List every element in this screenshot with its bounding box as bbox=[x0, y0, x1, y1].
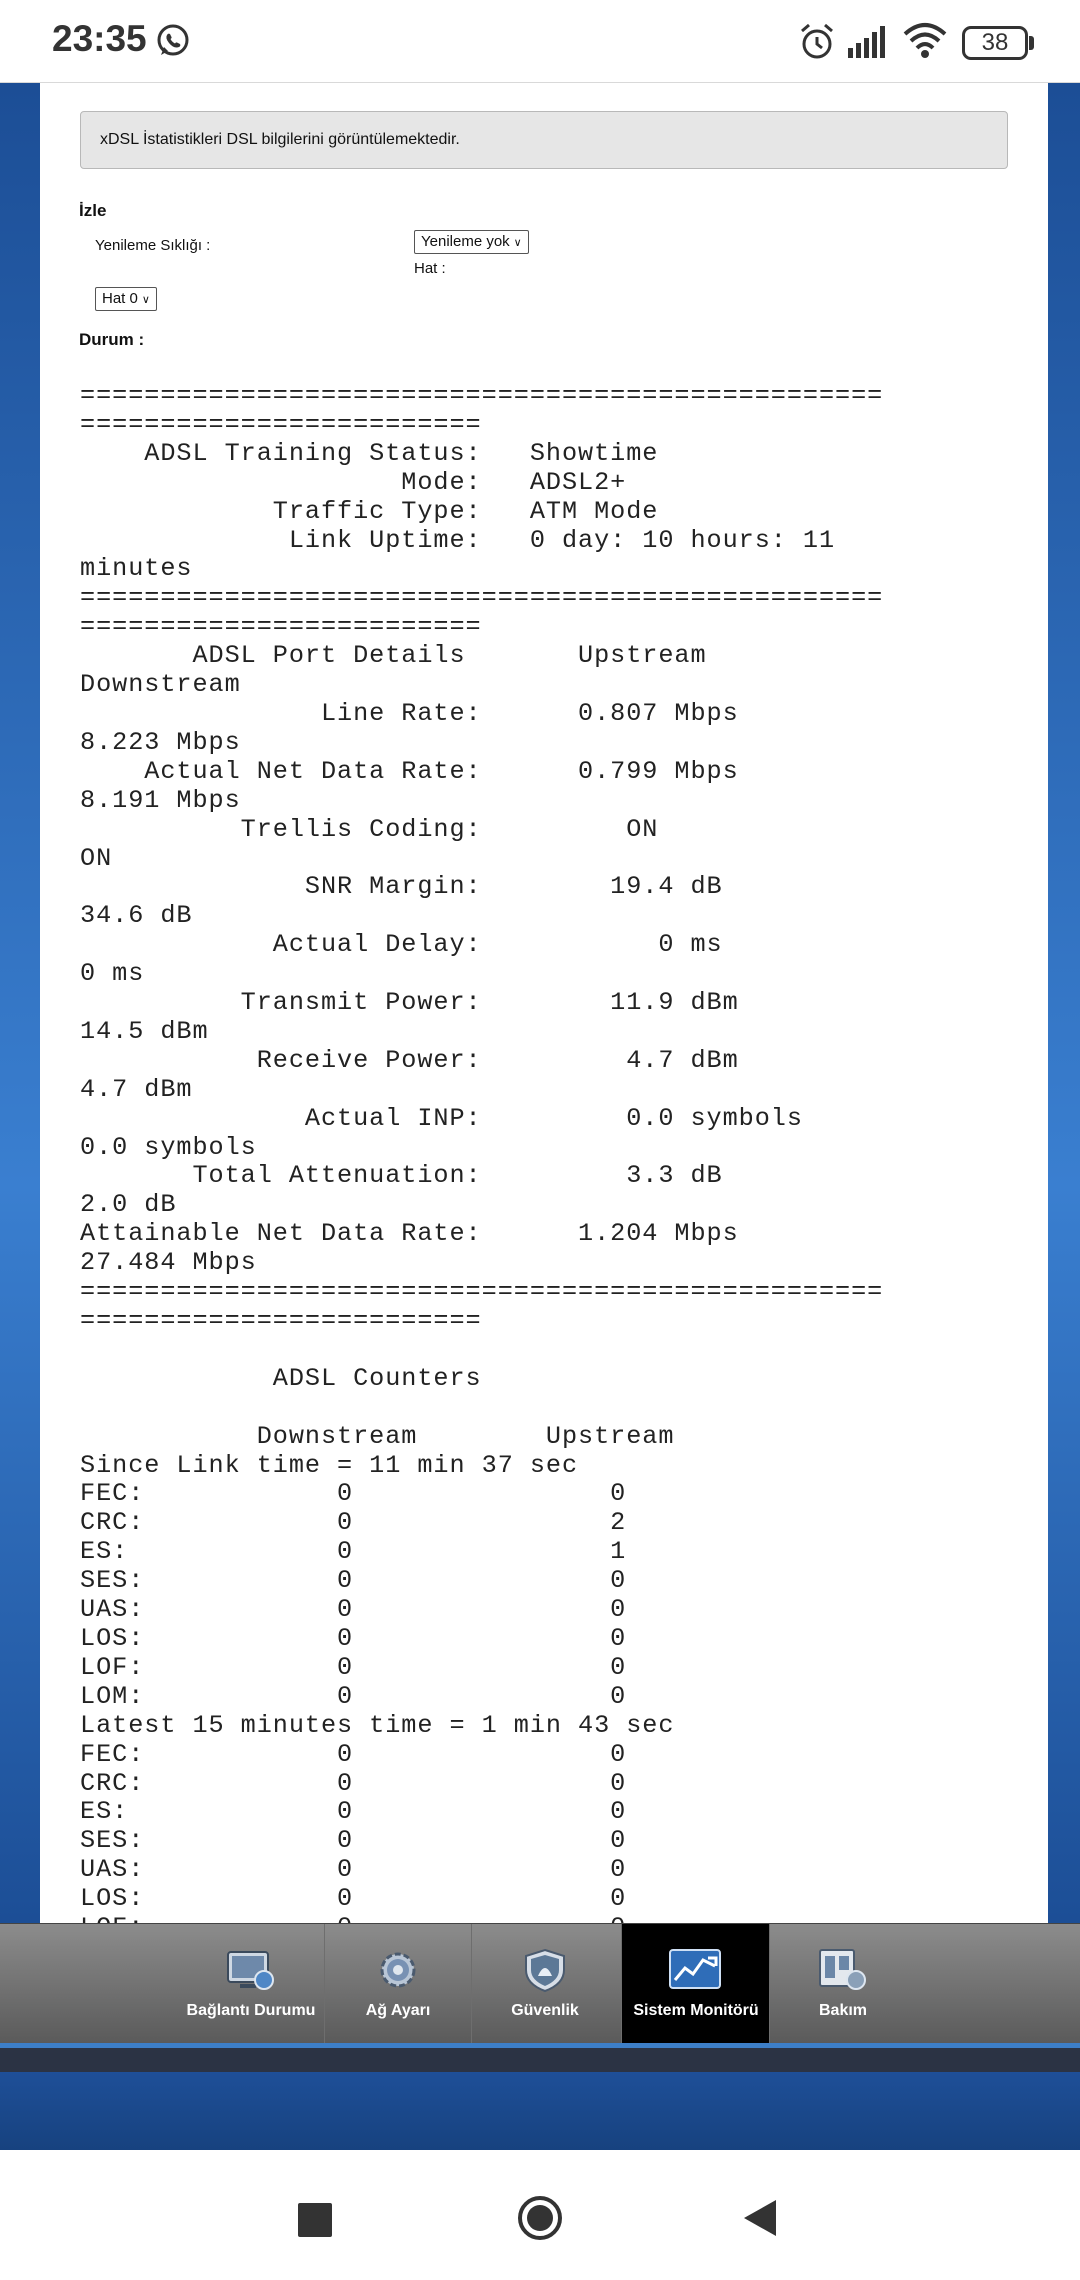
maintenance-icon bbox=[816, 1946, 870, 1999]
dsl-status-output: ================================================== ========================= ADSL Training Status: Showtime Mode: ADSL2+ Traffic Type: ATM Mode Link Uptime: 0 day: 10 hours: 11 minutes ================================================== ========================= ADSL Port Details Upstream Downstream Line Rate: 0.807 Mbps 8.223 Mbps Actual Net Data Rate: 0.799 Mbps 8.191 Mbps Trellis Coding: ON ON SNR Margin: 19.4 dB 34.6 dB Actual Delay: 0 ms 0 ms Transmit Power: 11.9 dBm 14.5 dBm Receive Power: 4.7 dBm 4.7 dBm Actual INP: 0.0 symbols 0.0 symbols Total Attenuation: 3.3 dB 2.0 dB Attainable Net Data Rate: 1.204 Mbps 27.484 Mbps ================================================== ========================= ADSL Counters Downstream Upstream Since Link time = 11 min 37 sec FEC: 0 0 CRC: 0 2 ES: 0 1 SES: 0 0 UAS: 0 0 LOS: 0 0 LOF: 0 0 LOM: 0 0 Latest 15 minutes time = 1 min 43 sec FEC: 0 0 CRC: 0 0 ES: 0 0 SES: 0 0 UAS: 0 0 LOS: 0 0 bbox=[80, 381, 884, 1914]
content-panel[interactable] bbox=[40, 83, 1048, 1923]
wifi-icon bbox=[902, 22, 948, 65]
line-select[interactable] bbox=[95, 287, 157, 311]
tab-label: Sistem Monitörü bbox=[633, 2002, 759, 2019]
line-value: Hat 0 bbox=[102, 290, 138, 307]
status-section-title: Durum : bbox=[79, 330, 145, 349]
monitor-chart-icon bbox=[668, 1946, 722, 1999]
battery-icon: 38 bbox=[962, 26, 1028, 60]
home-button[interactable] bbox=[516, 2194, 564, 2242]
tab-maintenance[interactable] bbox=[769, 1924, 916, 2044]
connection-status-icon bbox=[224, 1946, 278, 1999]
signal-icon bbox=[846, 24, 890, 65]
recents-button[interactable] bbox=[298, 2203, 332, 2237]
tab-system-monitor[interactable] bbox=[621, 1924, 770, 2044]
tab-connection-status[interactable] bbox=[178, 1924, 324, 2044]
alarm-icon bbox=[798, 22, 836, 67]
page-background-left bbox=[0, 83, 40, 1923]
bottom-nav-bar bbox=[0, 1923, 1080, 2044]
tab-label: Güvenlik bbox=[511, 2002, 579, 2019]
chevron-down-icon: ∨ bbox=[141, 294, 150, 306]
tab-label: Bağlantı Durumu bbox=[186, 2002, 316, 2019]
monitor-section-title: İzle bbox=[79, 201, 107, 220]
refresh-rate-select[interactable] bbox=[414, 230, 529, 254]
gear-icon bbox=[371, 1946, 425, 1999]
page-background-right bbox=[1048, 83, 1080, 1923]
page-footer bbox=[0, 2072, 1080, 2150]
back-button[interactable] bbox=[742, 2198, 778, 2243]
nav-dark-strip bbox=[0, 2048, 1080, 2072]
whatsapp-icon bbox=[154, 22, 192, 65]
shield-icon bbox=[518, 1946, 572, 1999]
tab-label: Bakım bbox=[818, 2002, 868, 2019]
status-bar bbox=[0, 0, 1080, 83]
refresh-rate-value: Yenileme yok bbox=[421, 233, 510, 250]
tab-network-settings[interactable] bbox=[324, 1924, 471, 2044]
info-message: xDSL İstatistikleri DSL bilgilerini görüntülemektedir. bbox=[80, 111, 1008, 169]
chevron-down-icon: ∨ bbox=[513, 237, 522, 249]
tab-security[interactable] bbox=[471, 1924, 618, 2044]
tab-label: Ağ Ayarı bbox=[365, 2002, 431, 2019]
clock: 23:35 bbox=[52, 18, 147, 59]
android-nav-bar bbox=[0, 2150, 1080, 2280]
refresh-rate-label: Yenileme Sıklığı : bbox=[95, 237, 211, 254]
battery-tip bbox=[1029, 36, 1034, 50]
line-label: Hat : bbox=[414, 260, 446, 277]
